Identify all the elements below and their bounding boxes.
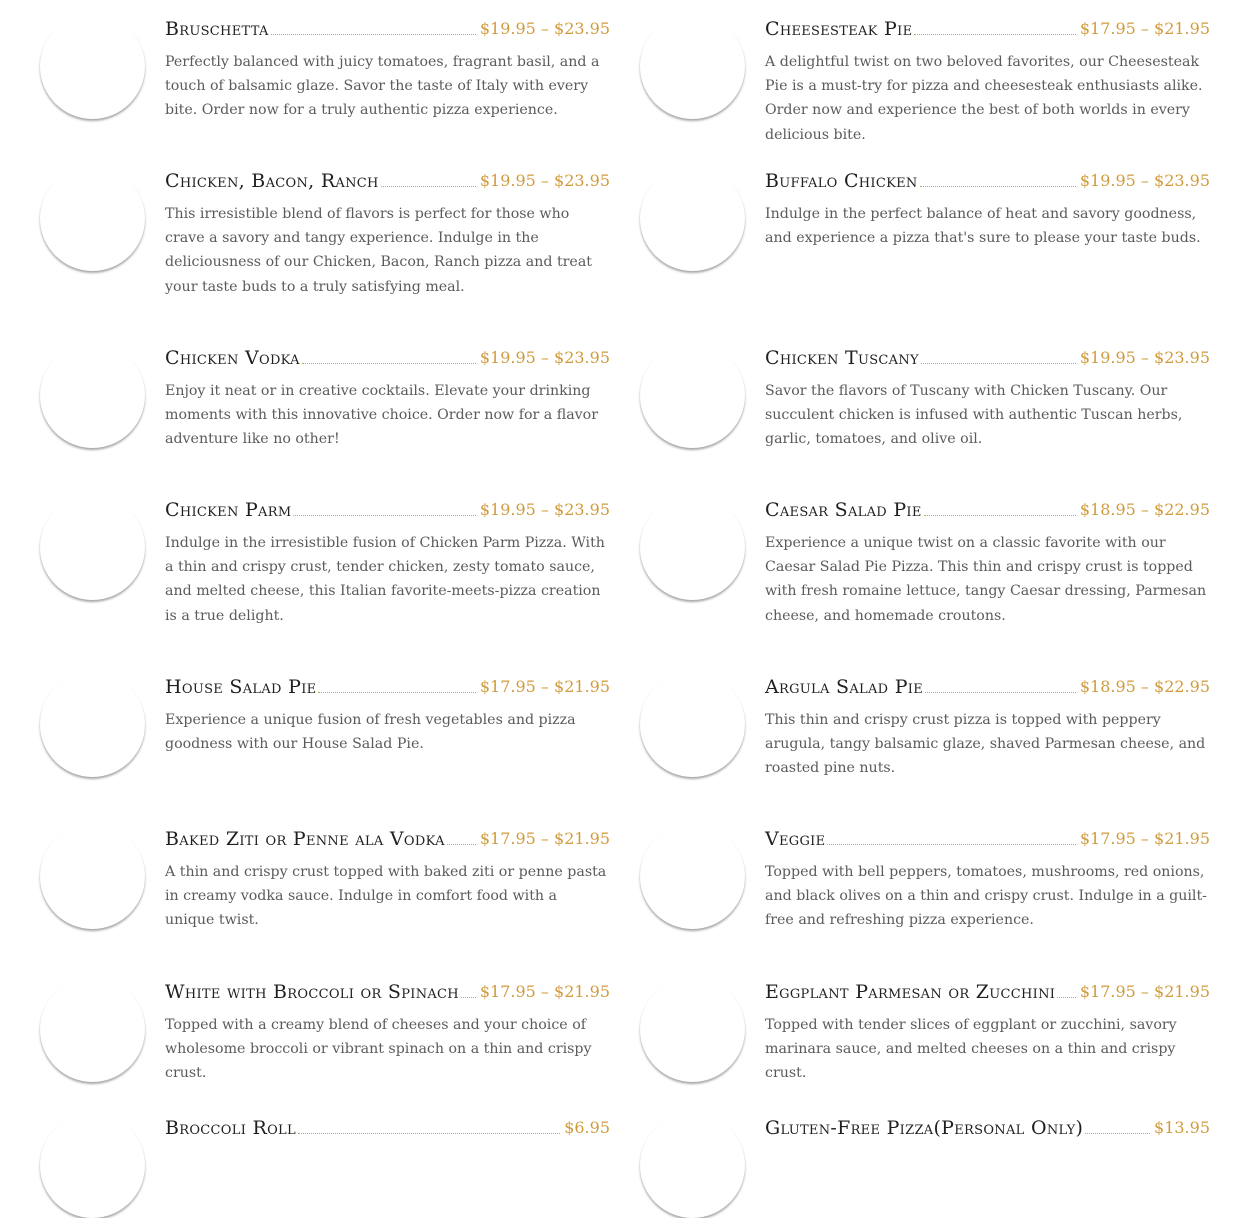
dotted-leader [293, 515, 475, 516]
item-description: Perfectly balanced with juicy tomatoes, fragrant basil, and a touch of balsamic glaze. Savor the taste of Italy with every bite. Order now for a truly authentic pizza experience. [165, 54, 600, 119]
dotted-leader [1085, 1133, 1150, 1134]
item-price: $17.95 – $21.95 [1079, 829, 1210, 848]
item-price: $19.95 – $23.95 [479, 348, 610, 367]
dish-image-placeholder [40, 1113, 145, 1218]
item-description: Topped with tender slices of eggplant or zucchini, savory marinara sauce, and melted cheeses on a thin and crispy crust. [765, 1017, 1177, 1082]
dish-image-placeholder [40, 166, 145, 271]
item-name[interactable]: Broccoli Roll [165, 1117, 296, 1139]
item-price: $17.95 – $21.95 [1079, 982, 1210, 1001]
dotted-leader [298, 1133, 560, 1134]
dish-image-placeholder [40, 672, 145, 777]
dish-image-placeholder [40, 977, 145, 1082]
dish-image-placeholder [40, 14, 145, 119]
item-description: Indulge in the irresistible fusion of Chicken Parm Pizza. With a thin and crispy crust, tender chicken, zesty tomato sauce, and melted cheese, this Italian favorite-meets-pizza creation is a true delight. [165, 535, 605, 624]
item-description: A delightful twist on two beloved favorites, our Cheesesteak Pie is a must-try for pizza and cheesesteak enthusiasts alike. Order now and experience the best of both worlds in every delicious bite. [765, 54, 1203, 143]
item-name[interactable]: Eggplant Parmesan or Zucchini [765, 981, 1056, 1003]
item-name[interactable]: House Salad Pie [165, 676, 317, 698]
item-name[interactable]: Argula Salad Pie [765, 676, 924, 698]
item-name[interactable]: Gluten-Free Pizza(Personal Only) [765, 1117, 1084, 1139]
item-description: A thin and crispy crust topped with baked ziti or penne pasta in creamy vodka sauce. Indulge in comfort food with a unique twist. [165, 864, 607, 929]
dish-image-placeholder [40, 495, 145, 600]
dish-image-placeholder [40, 343, 145, 448]
item-name[interactable]: Chicken Tuscany [765, 347, 919, 369]
item-name[interactable]: Chicken Vodka [165, 347, 300, 369]
dotted-leader [447, 844, 476, 845]
item-price: $17.95 – $21.95 [479, 982, 610, 1001]
dotted-leader [1057, 997, 1076, 998]
dish-image-placeholder [640, 166, 745, 271]
item-name[interactable]: Baked Ziti or Penne ala Vodka [165, 828, 445, 850]
item-price: $17.95 – $21.95 [1079, 19, 1210, 38]
item-description: Enjoy it neat or in creative cocktails. Elevate your drinking moments with this innovative choice. Order now for a flavor adventure like no other! [165, 383, 599, 448]
dotted-leader [461, 997, 476, 998]
dish-image-placeholder [640, 1113, 745, 1218]
dotted-leader [381, 186, 476, 187]
dotted-leader [914, 34, 1075, 35]
dotted-leader [920, 186, 1076, 187]
item-name[interactable]: Bruschetta [165, 18, 269, 40]
item-name[interactable]: Chicken, Bacon, Ranch [165, 170, 379, 192]
item-description: This thin and crispy crust pizza is topped with peppery arugula, tangy balsamic glaze, shaved Parmesan cheese, and roasted pine nuts. [765, 712, 1206, 777]
item-description: Experience a unique fusion of fresh vegetables and pizza goodness with our House Salad Pie. [165, 712, 576, 753]
dish-image-placeholder [640, 343, 745, 448]
item-price: $17.95 – $21.95 [479, 677, 610, 696]
item-description: Savor the flavors of Tuscany with Chicken Tuscany. Our succulent chicken is infused with authentic Tuscan herbs, garlic, tomatoes, and olive oil. [765, 383, 1183, 448]
dotted-leader [925, 692, 1076, 693]
dotted-leader [921, 363, 1076, 364]
item-price: $19.95 – $23.95 [479, 171, 610, 190]
dotted-leader [271, 34, 476, 35]
item-name[interactable]: White with Broccoli or Spinach [165, 981, 459, 1003]
dotted-leader [318, 692, 475, 693]
item-price: $6.95 [564, 1118, 610, 1137]
item-description: Experience a unique twist on a classic favorite with our Caesar Salad Pie Pizza. This thin and crispy crust is topped with fresh romaine lettuce, tangy Caesar dressing, Parmesan cheese, and homemade croutons. [765, 535, 1207, 624]
item-price: $19.95 – $23.95 [479, 19, 610, 38]
dish-image-placeholder [640, 824, 745, 929]
dish-image-placeholder [640, 672, 745, 777]
item-description: Topped with a creamy blend of cheeses and your choice of wholesome broccoli or vibrant spinach on a thin and crispy crust. [165, 1017, 592, 1082]
item-price: $17.95 – $21.95 [479, 829, 610, 848]
item-price: $18.95 – $22.95 [1079, 500, 1210, 519]
item-price: $19.95 – $23.95 [1079, 171, 1210, 190]
item-name[interactable]: Chicken Parm [165, 499, 292, 521]
item-name[interactable]: Veggie [765, 828, 826, 850]
item-price: $19.95 – $23.95 [1079, 348, 1210, 367]
dish-image-placeholder [640, 495, 745, 600]
item-description: Indulge in the perfect balance of heat and savory goodness, and experience a pizza that's sure to please your taste buds. [765, 206, 1201, 247]
dish-image-placeholder [40, 824, 145, 929]
dish-image-placeholder [640, 14, 745, 119]
dotted-leader [302, 363, 476, 364]
dish-image-placeholder [640, 977, 745, 1082]
item-description: Topped with bell peppers, tomatoes, mushrooms, red onions, and black olives on a thin and crispy crust. Indulge in a guilt-free and refreshing pizza experience. [765, 864, 1207, 929]
item-name[interactable]: Caesar Salad Pie [765, 499, 922, 521]
dotted-leader [924, 515, 1076, 516]
item-description: This irresistible blend of flavors is perfect for those who crave a savory and tangy experience. Indulge in the deliciousness of our Chicken, Bacon, Ranch pizza and treat your taste buds to a truly satisfying meal. [165, 206, 592, 295]
item-name[interactable]: Cheesesteak Pie [765, 18, 913, 40]
item-price: $18.95 – $22.95 [1079, 677, 1210, 696]
item-name[interactable]: Buffalo Chicken [765, 170, 918, 192]
dotted-leader [827, 844, 1075, 845]
item-price: $13.95 [1154, 1118, 1210, 1137]
item-price: $19.95 – $23.95 [479, 500, 610, 519]
